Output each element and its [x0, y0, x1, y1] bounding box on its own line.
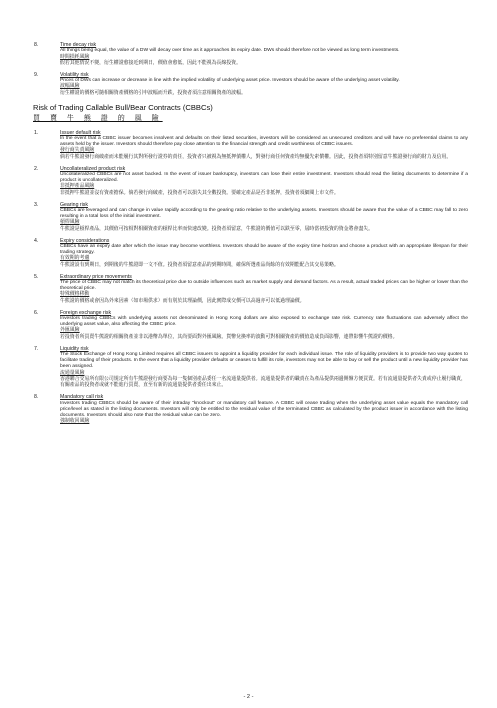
cbbc-risk-list [34, 130, 468, 425]
item-chinese-text: 倘若牛熊證發行商破產而未能履行其對所發行證券的責任，投資者只被視為無抵押債權人，對發行商任何資產均無優先索償權。因此，投資者須特別留意牛熊證發行商的財力及信用。 [60, 154, 452, 160]
item-chinese-title: 流通量風險 [60, 370, 85, 376]
item-chinese-title: 發行商失責風險 [60, 148, 95, 154]
item-chinese-text: 香港聯合交易所有限公司規定所有牛熊證發行商要為每一隻個別產品委任一名流通量提供者。流通量提供者的職責在為產品提供兩邊開盤方便買賣。若有流通量提供者失責或停止履行職責，有關產品的投資者或就不能進行買賣，直至有新的流通量提供者委任出來止。 [60, 376, 466, 388]
risk-item [34, 394, 468, 425]
item-number: 8. [34, 42, 39, 48]
risk-item [34, 238, 468, 269]
risk-item [34, 166, 468, 197]
item-title: Liquidity risk [60, 345, 89, 352]
risk-item [34, 310, 468, 341]
section-title: Risk of Trading Callable Bull/Bear Contracts (CBBCs) [33, 102, 213, 112]
item-number: 5. [34, 273, 39, 280]
item-number: 3. [34, 201, 39, 208]
item-number: 1. [34, 129, 39, 136]
risk-item [34, 130, 468, 161]
item-body [60, 346, 468, 389]
section-title-chinese: 買 賣 牛 熊 證 的 風 險 [33, 114, 163, 122]
item-english-text: Investors trading CBBCs should be aware of their intraday "knockout" or mandatory call feature. A CBBC will cease trading when the underlying asset value equals the mandatory call price/level as stated in the listing documents. Investors will only be entitled to the residual value of the terminated CBBC as calculated by the product issuer in accordance with the listing documents. Investors should also note that the residual value can be zero. [60, 400, 468, 418]
item-title: Uncollateralized product risk [60, 165, 126, 172]
item-title: Issuer default risk [60, 129, 101, 136]
item-body [60, 310, 468, 341]
item-chinese-text: 牛熊證的價格或會因為外來因素（如市場供求）而有別於其理論價，因此實際成交價可以高過亦可以低過理論價。 [60, 298, 305, 304]
item-chinese-title: 槓桿風險 [60, 220, 80, 226]
page-number: - 2 - [243, 694, 254, 700]
item-chinese-text: 衍生權證的價格可隨相關資產價格的引申波幅而升跌，投資者須注意相關資產的波幅。 [60, 90, 246, 96]
risk-item [34, 72, 468, 97]
item-chinese-text: 若投資者所買賣牛熊證的相關資產並非以港幣為單位，其尚要面對外匯風險。貨幣兌換率的波動可對相關資產的價值造成負面影響，連帶影響牛熊證的價格。 [60, 334, 398, 340]
item-chinese-title: 非抵押產品風險 [60, 184, 95, 190]
risk-item [34, 346, 468, 389]
item-title: Foreign exchange risk [60, 309, 112, 316]
risk-item [34, 42, 468, 67]
document-content [34, 42, 468, 430]
item-number: 8. [34, 394, 39, 401]
risk-item [34, 274, 468, 305]
item-english-text: In the event that a CBBC issuer becomes insolvent and defaults on their listed securities, investors will be considered as unsecured creditors and will have no preferential claims to any assets held by the issuer. Investors should therefore pay close attention to the financial strength and credit worthiness of CBBC issuers. [60, 136, 468, 148]
item-english-text: Uncollateralized CBBCs are not asset backed. In the event of issuer bankruptcy, investors can lose their entire investment. Investors should read the listing documents to determine if a product is uncollateralized. [60, 172, 468, 184]
item-chinese-title: 強制收回風險 [60, 418, 90, 424]
item-body [60, 202, 468, 233]
item-title: Volatility risk [60, 71, 89, 78]
item-title: Mandatory call risk [60, 394, 104, 401]
item-chinese-title: 有效期的考慮 [60, 256, 90, 262]
item-body [60, 130, 468, 161]
risk-item [34, 202, 468, 233]
item-english-text: Investors trading CBBCs with underlying assets not denominated in Hong Kong dollars are also exposed to exchange rate risk. Currency rate fluctuations can adversely affect the underlying asset value, also affecting the CBBC price. [60, 316, 468, 328]
item-chinese-title: 特殊價格移動 [60, 292, 90, 298]
item-number: 7. [34, 345, 39, 352]
item-english-text: The price of CBBC may not match its theoretical price due to outside influences such as market supply and demand factors. As a result, actual traded prices can be higher or lower than the theoretical price. [60, 280, 468, 292]
item-body [60, 72, 468, 97]
item-title: Extraordinary price movements [60, 273, 132, 280]
item-english-text: CBBCs are leveraged and can change in value rapidly according to the gearing ratio relative to the underlying assets. Investors should be aware that the value of a CBBC may fall to zero resulting in a total loss of the initial investment. [60, 208, 468, 220]
item-title: Expiry considerations [60, 237, 110, 244]
item-number: 4. [34, 237, 39, 244]
item-english-text: Prices of DWs can increase or decrease in line with the implied volatility of underlying asset price. Investors should be aware of the underlying asset volatility. [60, 78, 400, 84]
item-body [60, 42, 468, 67]
dw-risk-list [34, 42, 468, 97]
item-chinese-title: 外匯風險 [60, 328, 80, 334]
item-chinese-text: 牛熊證是槓桿產品，其價值可按相對相關資產的槓桿比率而快速改變。投資者須留意，牛熊證的價值可以跌至零，屆時當初投資的資金將會盡失。 [60, 226, 374, 232]
item-chinese-title: 時間損耗風險 [60, 54, 90, 60]
item-number: 2. [34, 165, 39, 172]
item-title: Time decay risk [60, 42, 97, 48]
item-chinese-text: 假若其他情況不變，衍生權證愈接近到期日，價值會愈低，因此不能視為長線投資。 [60, 60, 241, 66]
item-english-text: All things being equal, the value of a DW will decay over time as it approaches its expiry date. DWs should therefore not be viewed as long term investments. [60, 48, 400, 54]
item-body [60, 238, 468, 269]
item-english-text: CBBCs have an expiry date after which the issue may become worthless. Investors should be aware of the expiry time horizon and choose a product with an appropriate lifespan for their trading strategy. [60, 244, 468, 256]
item-number: 6. [34, 309, 39, 316]
item-chinese-text: 牛熊證設有到期日，到期後的牛熊證即一文不值。投資者須留意產品的到期時間，確保所選產品尚餘的有效期能配合其交易策略。 [60, 262, 339, 268]
item-title: Gearing risk [60, 201, 88, 208]
item-number: 9. [34, 71, 39, 78]
item-chinese-text: 非抵押牛熊證並沒有資產擔保。倘若發行商破產，投資者可以損失其全數投資。要確定產品是否非抵押，投資者須細閱上市文件。 [60, 190, 339, 196]
item-chinese-title: 波幅風險 [60, 84, 80, 90]
item-english-text: The Stock Exchange of Hong Kong Limited requires all CBBC issuers to appoint a liquidity provider for each individual issue. The role of liquidity providers is to provide two way quotes to facilitate trading of their products. In the event that a liquidity provider defaults or ceases to fulfill its role, investors may not be able to buy or sell the product until a new liquidity provider has been assigned. [60, 352, 468, 370]
item-body [60, 394, 468, 425]
item-body [60, 274, 468, 305]
item-body [60, 166, 468, 197]
